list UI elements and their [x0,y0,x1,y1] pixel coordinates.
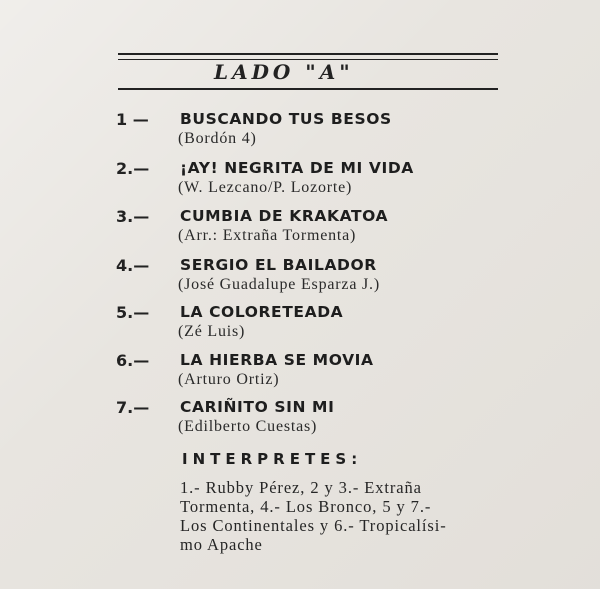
track-credit: (Edilberto Cuestas) [178,418,318,435]
track-credit: (José Guadalupe Esparza J.) [178,276,380,293]
interpretes-line: 1.- Rubby Pérez, 2 y 3.- Extraña [180,478,422,497]
track-credit: (Zé Luis) [178,323,246,340]
track-credit: (W. Lezcano/P. Lozorte) [178,179,353,196]
top-rule [118,53,498,55]
track-title: CARIÑITO SIN MI [180,398,335,416]
bottom-rule [118,88,498,90]
track-credit: (Arr.: Extraña Tormenta) [178,227,357,244]
track-title: SERGIO EL BAILADOR [180,256,377,274]
side-title: LADO "A" [214,60,354,84]
track-title: LA COLORETEADA [180,303,344,321]
track-credit: (Arturo Ortiz) [178,371,280,388]
track-number: 7.— [116,398,150,417]
track-title: CUMBIA DE KRAKATOA [180,207,389,225]
track-number: 3.— [116,207,150,226]
interpretes-line: Tormenta, 4.- Los Bronco, 5 y 7.- [180,497,432,516]
interpretes-line: Los Continentales y 6.- Tropicalísi- [180,516,447,535]
track-number: 4.— [116,256,150,275]
track-number: 6.— [116,351,150,370]
interpretes-line: mo Apache [180,535,263,554]
track-title: LA HIERBA SE MOVIA [180,351,374,369]
track-title: ¡AY! NEGRITA DE MI VIDA [180,159,414,177]
track-number: 2.— [116,159,150,178]
track-number: 5.— [116,303,150,322]
track-number: 1 — [116,110,149,129]
track-title: BUSCANDO TUS BESOS [180,110,392,128]
interpretes-heading: INTERPRETES: [182,450,363,468]
track-credit: (Bordón 4) [178,130,257,147]
